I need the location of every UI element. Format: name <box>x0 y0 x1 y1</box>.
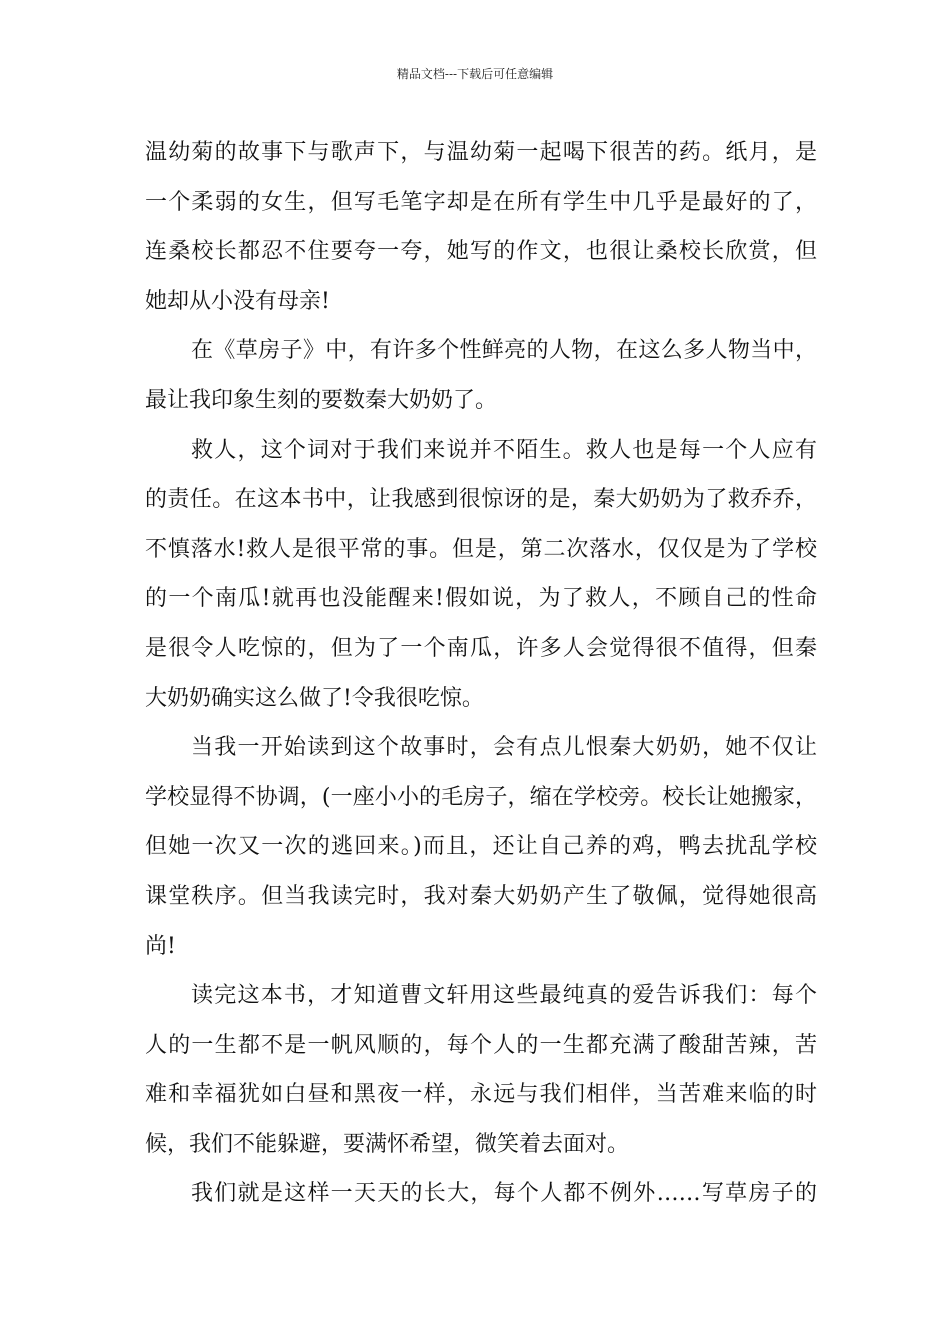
text-line: 不慎落水!救人是很平常的事。但是，第二次落水，仅仅是为了学校 <box>145 536 817 562</box>
text-line: 连桑校长都忍不住要夸一夸，她写的作文，也很让桑校长欣赏，但 <box>145 239 817 265</box>
text-line: 是很令人吃惊的，但为了一个南瓜，许多人会觉得很不值得，但秦 <box>145 635 817 661</box>
text-line: 大奶奶确实这么做了!令我很吃惊。 <box>145 685 484 711</box>
text-line: 尚! <box>145 933 176 959</box>
text-line: 课堂秩序。但当我读完时，我对秦大奶奶产生了敬佩，觉得她很高 <box>145 883 817 909</box>
paragraph-first-line: 在《草房子》中，有许多个性鲜亮的人物，在这么多人物当中， <box>191 338 817 364</box>
text-line: 人的一生都不是一帆风顺的，每个人的一生都充满了酸甜苦辣，苦 <box>145 1032 817 1058</box>
paragraph-first-line: 我们就是这样一天天的长大，每个人都不例外……写草房子的 <box>191 1181 817 1207</box>
text-line: 的责任。在这本书中，让我感到很惊讶的是，秦大奶奶为了救乔乔， <box>145 487 817 513</box>
text-line: 她却从小没有母亲! <box>145 288 330 314</box>
body-text <box>145 128 817 1219</box>
text-line: 但她一次又一次的逃回来。)而且，还让自己养的鸡，鸭去扰乱学校 <box>145 834 817 860</box>
text-line: 最让我印象生刻的要数秦大奶奶了。 <box>145 387 498 413</box>
page-header: 精品文档---下载后可任意编辑 <box>396 67 554 81</box>
paragraph-first-line: 当我一开始读到这个故事时，会有点儿恨秦大奶奶，她不仅让 <box>191 735 817 761</box>
paragraph-first-line: 救人，这个词对于我们来说并不陌生。救人也是每一个人应有 <box>191 437 817 463</box>
text-line: 温幼菊的故事下与歌声下，与温幼菊一起喝下很苦的药。纸月，是 <box>145 140 817 165</box>
paragraph-first-line: 读完这本书，才知道曹文轩用这些最纯真的爱告诉我们：每个 <box>191 983 817 1009</box>
text-line: 的一个南瓜!就再也没能醒来!假如说，为了救人，不顾自己的性命 <box>145 586 817 612</box>
text-line: 学校显得不协调，(一座小小的毛房子，缩在学校旁。校长让她搬家， <box>145 784 817 810</box>
text-line: 一个柔弱的女生，但写毛笔字却是在所有学生中几乎是最好的了， <box>145 189 817 215</box>
text-line: 候，我们不能躲避，要满怀希望，微笑着去面对。 <box>145 1131 630 1157</box>
text-line: 难和幸福犹如白昼和黑夜一样，永远与我们相伴，当苦难来临的时 <box>145 1082 817 1108</box>
